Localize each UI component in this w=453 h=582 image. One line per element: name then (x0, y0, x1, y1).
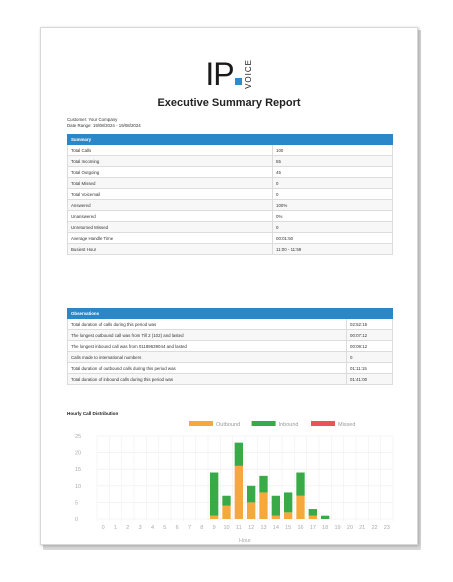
x-tick-label: 6 (175, 525, 179, 531)
table-row (68, 352, 393, 363)
row-value: 0 (273, 178, 393, 189)
row-value: 0 (347, 352, 393, 363)
y-tick-label: 25 (75, 434, 82, 440)
bar-segment-inbound (272, 496, 280, 516)
row-label: Total Missed (68, 178, 273, 189)
row-value: 00:01:50 (273, 233, 393, 244)
x-tick-label: 10 (223, 525, 230, 531)
logo-letters: IP (205, 56, 234, 92)
bar-segment-outbound (272, 516, 280, 519)
x-tick-label: 23 (383, 525, 390, 531)
row-label: Answered (68, 200, 273, 211)
x-tick-label: 1 (113, 525, 118, 531)
customer-line: Customer: Your Company (67, 117, 118, 122)
x-tick-label: 7 (187, 525, 192, 531)
table-row (68, 330, 393, 341)
row-value: 55 (273, 156, 393, 167)
legend-swatch (311, 421, 335, 426)
row-label: Busiest Hour (68, 244, 273, 255)
row-value: 01:41:00 (347, 374, 393, 385)
x-tick-label: 15 (285, 525, 292, 531)
report-title: Executive Summary Report (157, 97, 301, 109)
hourly-distribution-chart (61, 418, 401, 548)
x-tick-label: 21 (359, 525, 366, 531)
x-tick-label: 5 (163, 525, 167, 531)
bar-segment-inbound (284, 492, 292, 512)
bar-segment-outbound (296, 496, 304, 519)
row-value: 01:11:15 (347, 363, 393, 374)
report-page (40, 27, 418, 545)
table-row (68, 200, 393, 211)
bar-segment-outbound (222, 506, 230, 519)
table-row (68, 189, 393, 200)
bar-segment-inbound (210, 473, 218, 516)
row-label: The longest inbound call was from 01189639044 and lasted (68, 341, 347, 352)
y-tick-label: 10 (75, 483, 82, 490)
bar-segment-inbound (222, 496, 230, 506)
row-value: 11:00 - 11:59 (273, 244, 393, 255)
row-label: Total duration of inbound calls during this period was (68, 374, 347, 385)
company-logo (41, 57, 417, 91)
summary-table (67, 134, 393, 255)
x-tick-label: 0 (101, 525, 105, 531)
date-range-line: Date Range: 19/08/2024 - 19/08/2024 (67, 123, 141, 128)
y-tick-label: 20 (75, 450, 82, 457)
x-tick-label: 8 (200, 525, 204, 531)
bar-segment-inbound (321, 516, 329, 519)
table-row (68, 244, 393, 255)
chart-title: Hourly Call Distribution (67, 411, 119, 416)
bar-segment-inbound (259, 476, 267, 493)
logo-sub: VOICE (243, 59, 253, 89)
row-label: The longest outbound call was from Till 2 (102) and lasted (68, 330, 347, 341)
table-row (68, 156, 393, 167)
row-label: Total Calls (68, 145, 273, 156)
bar-segment-outbound (247, 502, 255, 519)
table-row (68, 233, 393, 244)
x-tick-label: 20 (346, 525, 353, 531)
legend-swatch (252, 421, 276, 426)
x-axis-label: Hour (239, 538, 251, 544)
y-tick-label: 0 (75, 517, 79, 523)
x-tick-label: 18 (322, 525, 329, 531)
row-value: 0 (273, 189, 393, 200)
x-tick-label: 2 (126, 525, 130, 531)
x-tick-label: 19 (334, 525, 341, 531)
table-row (68, 167, 393, 178)
bar-segment-inbound (235, 443, 243, 466)
row-value: 00:07:12 (347, 330, 393, 341)
table-row (68, 178, 393, 189)
bar-segment-inbound (309, 509, 317, 516)
observations-heading: Observations (68, 309, 393, 319)
x-tick-label: 12 (248, 525, 255, 531)
row-value: 100% (273, 200, 393, 211)
row-label: Total Voicemail (68, 189, 273, 200)
legend-label: Outbound (216, 422, 241, 428)
row-label: Calls made to international numbers (68, 352, 347, 363)
table-row (68, 319, 393, 330)
x-tick-label: 9 (212, 525, 216, 531)
summary-heading: Summary (68, 135, 393, 145)
row-value: 00:09:12 (347, 341, 393, 352)
bar-segment-inbound (247, 486, 255, 503)
x-tick-label: 11 (235, 525, 242, 531)
x-tick-label: 14 (272, 525, 279, 531)
row-value: 45 (273, 167, 393, 178)
row-value: 100 (273, 145, 393, 156)
table-row (68, 341, 393, 352)
row-label: Total duration of calls during this period was (68, 319, 347, 330)
y-tick-label: 5 (75, 500, 79, 507)
x-tick-label: 13 (260, 525, 267, 531)
bar-segment-outbound (210, 516, 218, 519)
x-tick-label: 3 (138, 525, 142, 531)
row-label: Average Handle Time (68, 233, 273, 244)
x-tick-label: 17 (309, 525, 316, 531)
report-meta (67, 117, 141, 129)
bar-segment-outbound (284, 512, 292, 519)
x-tick-label: 22 (371, 525, 378, 531)
table-row (68, 363, 393, 374)
bar-segment-inbound (296, 473, 304, 496)
row-label: Unanswered (68, 211, 273, 222)
bar-segment-outbound (259, 492, 267, 519)
row-label: Total Incoming (68, 156, 273, 167)
legend-label: Inbound (278, 422, 299, 428)
legend-swatch (189, 421, 213, 426)
bar-segment-outbound (309, 516, 317, 519)
row-label: Total duration of outbound calls during this period was (68, 363, 347, 374)
row-value: 02:52:15 (347, 319, 393, 330)
table-row (68, 211, 393, 222)
row-label: Unreturned Missed (68, 222, 273, 233)
y-tick-label: 15 (75, 467, 82, 474)
x-tick-label: 4 (150, 525, 155, 531)
row-value: 0% (273, 211, 393, 222)
logo-dot (235, 78, 242, 85)
x-tick-label: 16 (297, 525, 304, 531)
legend-label: Missed (338, 422, 356, 428)
row-value: 0 (273, 222, 393, 233)
table-row (68, 222, 393, 233)
bar-segment-outbound (235, 466, 243, 519)
table-row (68, 145, 393, 156)
row-label: Total Outgoing (68, 167, 273, 178)
observations-table (67, 308, 393, 385)
table-row (68, 374, 393, 385)
